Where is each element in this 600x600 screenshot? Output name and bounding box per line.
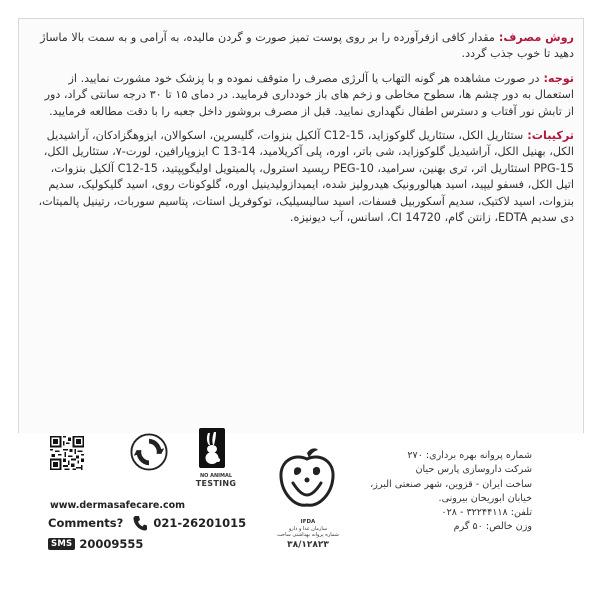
- sms-number: 20009555: [79, 537, 144, 551]
- manufacturer-made-in: ساخت ایران - قزوین، شهر صنعتی البرز،: [370, 478, 532, 490]
- no-animal-testing-label: [188, 473, 244, 489]
- usage-text: مقدار کافی ازفرآورده را بر روی پوست تمیز صورت و گردن مالیده، به آرامی و به سمت بالا ماساژ دهید تا خوب جذب گردد.: [40, 31, 574, 61]
- seal-org: IFDA: [300, 519, 316, 525]
- recycle-icon: [130, 433, 168, 471]
- usage-heading: روش مصرف:: [498, 31, 574, 44]
- instructions-block: [34, 30, 574, 234]
- seal-org-fa-line1: سازمان غذا و دارو: [288, 525, 328, 532]
- phone-number: 021-26201015: [153, 516, 247, 530]
- comments-label: Comments?: [48, 516, 124, 530]
- ingredients-text: ستئاریل الکل، ستئاریل گلوکوزاید، C12-15 آلکیل بنزوات، گلیسرین، اسکوالان، ایزوهگزادکان، آراشیدیل الکل، بهنیل الکل، آراشیدیل گلوکوزاید، شی باتر، اوره، پلی آکریلامید، C 13-14 ایزوپارافین، لورت-۷، ستئاریل الکل، PPG-15 استئاریل اتر، تری بهنین، سرامید، PEG-10 رپسید استرول، پالمیتویل اولیگوپپتید، C12-15 آلکیل بنزوات، اتیل الکل، فسفو لیپید، اسید هیالورونیک هیدرولیز شده، ایمیدازولیدینیل اوره، گلوکونات روی، اسید گلیکولیک، سدیم بنزوات، اسید لاکتیک، سدیم آسکوربیل فسفات، اسید سالیسیلیک، توکوفریل استات، پتاسیم سوربات، رتینیل پالمیتات، دی سدیم EDTA، زانتن گام، CI 14720، اسانس، آب دیونیزه.: [38, 129, 574, 225]
- phone-icon: [133, 515, 147, 531]
- seal-license-number: ۳۸/۱۲۸۲۳: [287, 539, 329, 550]
- website-url: www.dermasafecare.com: [50, 500, 186, 511]
- bunny-icon: [199, 428, 225, 468]
- manufacturer-net-weight: وزن خالص: ۵۰ گرم: [453, 521, 532, 533]
- usage-section: [34, 30, 574, 63]
- sms-icon: [48, 538, 79, 550]
- sms-badge-label: SMS: [48, 538, 75, 550]
- manufacturer-info: [322, 449, 532, 535]
- ingredients-section: [34, 128, 574, 226]
- qr-code-icon: [50, 436, 84, 470]
- comments-row: [48, 515, 246, 531]
- caution-text: در صورت مشاهده هر گونه التهاب یا آلرژی مصرف را متوقف نموده و با پزشک خود مشورت نمایید. از استعمال به دور چشم ها، سطوح مخاطی و زخم های باز خودداری فرمایید. در دمای ۱۵ تا ۳۰ درجه سانتی گراد، دور از تابش نور آفتاب و دسترس اطفال نگهداری نمایید. قبل از مصرف بروشور داخل جعبه را با دقت مطالعه فرمایید.: [44, 71, 574, 118]
- sms-row: [48, 537, 143, 551]
- ingredients-heading: ترکیبات:: [527, 129, 574, 143]
- manufacturer-street: خیابان ابوریحان بیرونی.: [438, 492, 532, 504]
- caution-heading: توجه:: [543, 71, 574, 85]
- manufacturer-company: شرکت داروسازی پارس حیان: [415, 464, 532, 476]
- no-animal-line2: TESTING: [195, 479, 237, 488]
- manufacturer-license: شماره پروانه بهره برداری: ۲۷۰: [407, 450, 532, 461]
- seal-org-fa-line2: شماره پروانه بهداشتی ساخت: [277, 532, 339, 538]
- caution-section: [34, 71, 574, 120]
- manufacturer-tel: تلفن: ۳۲۲۴۴۱۱۸ - ۰۲۸: [441, 507, 532, 519]
- no-animal-line1: NO ANIMAL: [199, 473, 233, 479]
